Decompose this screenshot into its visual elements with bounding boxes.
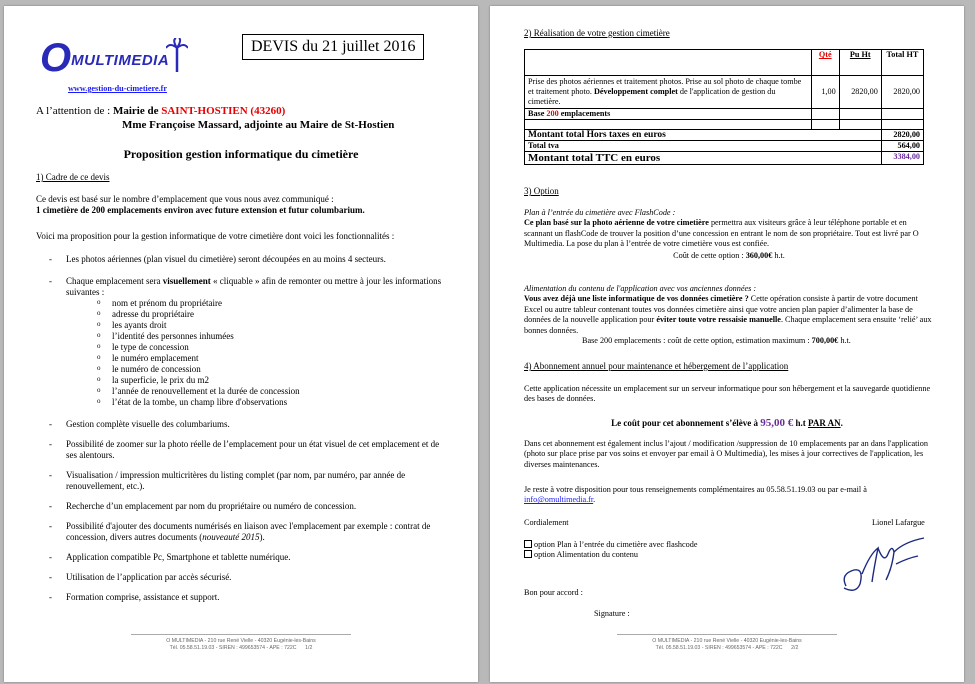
total-tva-value: 564,00 (881, 141, 923, 152)
features-list (36, 254, 446, 612)
abonnement-cost: Le coût pour cet abonnement s’élève à 95,00 € h.t PAR AN. (611, 417, 843, 429)
list-item: o le type de concession (112, 342, 446, 353)
devis-title: DEVIS du 21 juillet 2016 (242, 34, 424, 60)
list-item: - Les photos aériennes (plan visuel du cimetière) seront découpées en au moins 4 secteurs. (36, 254, 446, 265)
list-item: o nom et prénom du propriétaire (112, 298, 446, 309)
total-ht-value: 2820,00 (881, 130, 923, 141)
page-number: 2/2 (791, 645, 799, 651)
footer-divider (617, 634, 837, 635)
option-flashcode: Plan à l’entrée du cimetière avec FlashCode : Ce plan basé sur la photo aérienne de votre cimetière permettra aux visiteurs grâce à leur téléphone portable et en scannant un flashCode de trouver la position d’une concession en entrant le nom de son propriétaire. Tout est livré par O Multimedia. La pose du plan à l’entrée de votre cimetière vous est confiée. Coût de cette option : 360,00€ h.t. (524, 208, 919, 260)
abonnement-details: Dans cet abonnement est également inclus l’ajout / modification /suppression de 10 emplacements par an dans l'application (photo sur place prise par vos soins et envoyer par email à O Multimedia), les mises à jour correctives de l'application, les diverses maintenances. (524, 439, 928, 469)
page-footer: O MULTIMEDIA - 210 rue René Vielle - 40320 Eugénie-les-Bains Tél. 05.58.51.19.03 - SIREN : 499653574 - APE : 722C 1/2 (4, 634, 478, 652)
option-checkbox-1[interactable]: option Plan à l’entrée du cimetière avec flashcode (524, 540, 697, 550)
bon-pour-accord: Bon pour accord : (524, 588, 583, 597)
logo-name: MULTIMEDIA (71, 52, 170, 69)
abonnement-text: Cette application nécessite un emplacement sur un serveur informatique pour son hébergement et la sauvegarde quotidienne des bases de données. (524, 384, 931, 404)
sub-list (66, 298, 446, 408)
intro-paragraph-2: Voici ma proposition pour la gestion informatique de votre cimetière dont voici les fonctionnalités : (36, 231, 395, 241)
section-2-title: 2) Réalisation de votre gestion cimetière (524, 28, 670, 38)
col-pu: Pu Ht (839, 50, 881, 76)
checkbox-icon[interactable] (524, 550, 532, 558)
col-qte: Qté (811, 50, 839, 76)
option-alimentation: Alimentation du contenu de l'application avec vos anciennes données : Vous avez déjà une liste informatique de vos données cimetière ? Cette opération consiste à partir de votre document Excel ou autre tableur contenant toutes vos données cimetière ainsi que votre ancien plan papier d’alimenter la base de données de la nouvelle application pour éviter toute votre ressaisie manuelle. Chaque emplacement sera ensuite ‘relié’ aux bonnes données. Base 200 emplacements : coût de cette option, estimation maximum : 700,00€ h.t. (524, 284, 932, 346)
list-item: o l’identité des personnes inhumées (112, 331, 446, 342)
checkbox-icon[interactable] (524, 540, 532, 548)
total-ht-label: Montant total Hors taxes en euros (525, 130, 882, 141)
list-item: o le numéro emplacement (112, 353, 446, 364)
list-item: - Visualisation / impression multicritères du listing complet (par nom, par numéro, par année de renouvellement, etc.). (36, 470, 446, 492)
list-item: o l’année de renouvellement et la durée de concession (112, 386, 446, 397)
contact-paragraph: Je reste à votre disposition pour tous renseignements complémentaires au 05.58.51.19.03 ou par e-mail à info@omultimedia.fr. (524, 485, 867, 505)
page-number: 1/2 (305, 645, 313, 651)
list-item: o l’état de la tombe, un champ libre d'observations (112, 397, 446, 408)
list-item: - Formation comprise, assistance et support. (36, 592, 446, 603)
list-item: - Possibilité de zoomer sur la photo réelle de l’emplacement pour un état visuel de cet emplacement et de ses alentours. (36, 439, 446, 461)
page-footer: O MULTIMEDIA - 210 rue René Vielle - 40320 Eugénie-les-Bains Tél. 05.58.51.19.03 - SIREN : 499653574 - APE : 722C 2/2 (490, 634, 964, 652)
recipient-line: A l’attention de : Mairie de SAINT-HOSTIEN (43260) (36, 105, 286, 117)
quote-table: Qté Pu Ht Total HT Prise des photos aériennes et traitement photos. Prise au sol photo de chaque tombe et traitement photo. Développement complet de l'application de gestion du cimetière. 1,00 2820,00 2820,00 Base 200 emplacements Montant total Hors taxes en euros 2820,00 Total tva 564,00 Montant total TTC en euros 3384,00 (524, 49, 924, 165)
col-total: Total HT (881, 50, 923, 76)
total-ttc-label: Montant total TTC en euros (525, 152, 882, 165)
signature-label: Signature : (594, 609, 630, 618)
section-4-title: 4) Abonnement annuel pour maintenance et hébergement de l’application (524, 361, 789, 371)
list-item: - Chaque emplacement sera visuellement « cliquable » afin de remonter ou mettre à jour les informations suivantes : o nom et prénom du propriétaire o adresse du propriétaire o les ayants droit o l’identité des personnes inhumées o le type de concession o le numéro emplacement o le numéro de concession o la superficie, le prix du m2 o l’année de renouvellement et la durée de concession o l’état de la tombe, un champ libre d'observations (36, 276, 446, 408)
email-link[interactable]: info@omultimedia.fr (524, 495, 594, 505)
total-tva-label: Total tva (525, 141, 882, 152)
option-checkbox-2[interactable]: option Alimentation du contenu (524, 550, 638, 560)
table-row: Prise des photos aériennes et traitement photos. Prise au sol photo de chaque tombe et traitement photo. Développement complet de l'application de gestion du cimetière. (525, 76, 812, 109)
signer-name: Lionel Lafargue (872, 518, 925, 527)
table-row: Base 200 emplacements (525, 109, 812, 120)
logo-letter: O (40, 36, 72, 80)
recipient-contact: Mme Françoise Massard, adjointe au Maire de St-Hostien (122, 119, 395, 131)
website-link[interactable]: www.gestion-du-cimetiere.fr (68, 84, 167, 93)
list-item: - Gestion complète visuelle des columbariums. (36, 419, 446, 430)
main-title: Proposition gestion informatique du cimetière (123, 147, 359, 161)
section-1-title: 1) Cadre de ce devis (36, 172, 110, 182)
section-3-title: 3) Option (524, 186, 559, 196)
company-logo (40, 36, 169, 81)
list-item: - Utilisation de l’application par accès sécurisé. (36, 572, 446, 583)
page-2 (490, 6, 964, 682)
handwritten-signature (834, 534, 934, 594)
list-item: o la superficie, le prix du m2 (112, 375, 446, 386)
list-item: - Possibilité d'ajouter des documents numérisés en liaison avec l'emplacement par exemple : contrat de concession, divers autres documents (nouveauté 2015). (36, 521, 446, 543)
footer-divider (131, 634, 351, 635)
total-ttc-value: 3384,00 (881, 152, 923, 165)
list-item: - Recherche d’un emplacement par nom du propriétaire ou numéro de concession. (36, 501, 446, 512)
palm-tree-icon (166, 38, 188, 72)
intro-paragraph: Ce devis est basé sur le nombre d’emplacement que vous nous avez communiqué : 1 cimetière de 200 emplacements environ avec future extension et futur columbarium. (36, 194, 365, 215)
list-item: o les ayants droit (112, 320, 446, 331)
cordialement: Cordialement (524, 518, 569, 527)
list-item: - Application compatible Pc, Smartphone et tablette numérique. (36, 552, 446, 563)
page-1 (4, 6, 478, 682)
list-item: o le numéro de concession (112, 364, 446, 375)
mairie-name: SAINT-HOSTIEN (43260) (161, 105, 286, 117)
list-item: o adresse du propriétaire (112, 309, 446, 320)
